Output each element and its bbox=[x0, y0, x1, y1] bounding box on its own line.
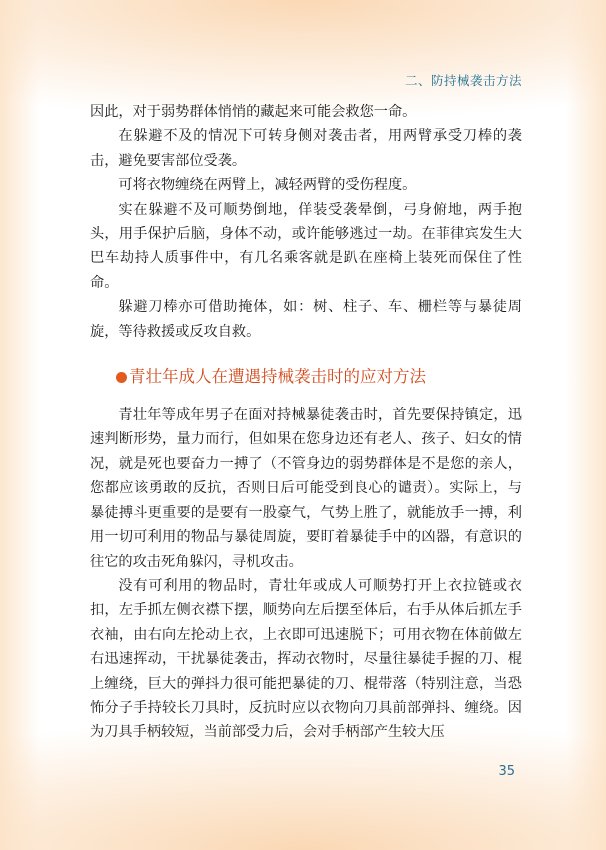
paragraph: 没有可利用的物品时，青壮年或成人可顺势打开上衣拉链或衣扣，左手抓左侧衣襟下摆，顺势向左后摆至体后，右手从体后抓左手衣袖，由右向左抡动上衣，上衣即可迅速脱下；可用衣物在体前做左右迅速挥动，干扰暴徒袭击，挥动衣物时，尽量往暴徒手握的刀、棍上缠绕，巨大的弹抖力很可能把暴徒的刀、棍带落（特别注意，当恐怖分子手持较长刀具时，反抗时应以衣物向刀具前部弹抖、缠绕。因为刀具手柄较短，当前部受力后，会对手柄部产生较大压 bbox=[90, 577, 522, 741]
page-content bbox=[90, 100, 522, 745]
paragraph: 在躲避不及的情况下可转身侧对袭击者，用两臂承受刀棒的袭击，避免要害部位受袭。 bbox=[90, 128, 522, 169]
section-heading bbox=[116, 364, 522, 390]
paragraph: 因此，对于弱势群体悄悄的藏起来可能会救您一命。 bbox=[90, 104, 417, 120]
paragraph: 可将衣物缠绕在两臂上，减轻两臂的受伤程度。 bbox=[118, 177, 417, 194]
paragraph: 躲避刀棒亦可借助掩体，如：树、柱子、车、栅栏等与暴徒周旋，等待救援或反攻自救。 bbox=[90, 299, 522, 340]
left-edge-tint bbox=[0, 0, 40, 850]
paragraph: 实在躲避不及可顺势倒地，佯装受袭晕倒，弓身俯地，两手抱头，用手保护后脑，身体不动，或许能够逃过一劫。在菲律宾发生大巴车劫持人质事件中，有几名乘客就是趴在座椅上装死而保住了性命。 bbox=[90, 201, 522, 291]
page-number: 35 bbox=[498, 764, 515, 779]
section-heading-text: 青壮年成人在遭遇持械袭击时的应对方法 bbox=[129, 367, 426, 387]
bullet-icon bbox=[116, 372, 127, 383]
running-header: 二、防持械袭击方法 bbox=[404, 73, 522, 88]
paragraph: 青壮年等成年男子在面对持械暴徒袭击时，首先要保持镇定，迅速判断形势，量力而行，但如果在您身边还有老人、孩子、妇女的情况，就是死也要奋力一搏了（不管身边的弱势群体是不是您的亲人，您都应该勇敢的反抗，否则日后可能受到良心的谴责）。实际上，与暴徒搏斗更重要的是要有一股豪气，气势上胜了，就能放手一搏，利用一切可利用的物品与暴徒周旋，要盯着暴徒手中的凶器，有意识的往它的攻击死角躲闪，寻机攻击。 bbox=[90, 407, 522, 570]
right-edge-tint bbox=[566, 0, 606, 850]
